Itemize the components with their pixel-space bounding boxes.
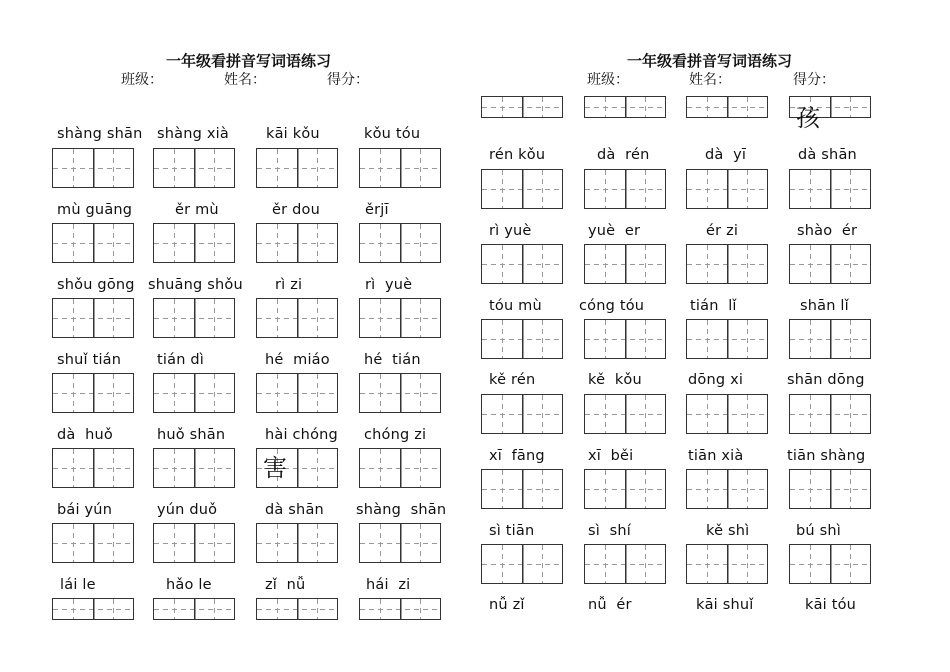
pinyin-label: rì zi	[275, 277, 303, 293]
writing-box[interactable]	[686, 394, 768, 434]
pinyin-label: sì shí	[588, 523, 631, 539]
writing-box[interactable]	[789, 394, 871, 434]
pinyin-label: dōng xi	[688, 372, 744, 388]
writing-box[interactable]	[52, 148, 134, 188]
writing-box[interactable]	[359, 523, 441, 563]
writing-box[interactable]	[256, 373, 338, 413]
pinyin-label: yún duǒ	[157, 502, 218, 518]
pinyin-label: huǒ shān	[157, 427, 226, 443]
pinyin-label: shān lǐ	[800, 298, 849, 314]
pinyin-label: kāi kǒu	[266, 126, 320, 142]
pinyin-label: dà yī	[705, 147, 747, 163]
pinyin-label: bái yún	[57, 502, 113, 518]
pinyin-label: hé miáo	[265, 352, 330, 368]
pinyin-label: hé tián	[364, 352, 421, 368]
writing-box[interactable]	[52, 298, 134, 338]
writing-box[interactable]	[686, 469, 768, 509]
writing-box[interactable]	[584, 469, 666, 509]
writing-box[interactable]	[153, 298, 235, 338]
pinyin-label: kǒu tóu	[364, 126, 421, 142]
writing-box[interactable]	[584, 96, 666, 118]
pinyin-label: dà shān	[265, 502, 324, 518]
writing-box[interactable]	[359, 223, 441, 263]
writing-box[interactable]	[686, 169, 768, 209]
writing-box[interactable]	[359, 448, 441, 488]
writing-box[interactable]	[153, 223, 235, 263]
pinyin-label: ěrjī	[365, 202, 389, 218]
writing-box[interactable]	[481, 394, 563, 434]
writing-box[interactable]	[153, 373, 235, 413]
writing-box[interactable]	[789, 244, 871, 284]
writing-box[interactable]	[584, 544, 666, 584]
writing-box[interactable]	[789, 544, 871, 584]
writing-box[interactable]	[256, 298, 338, 338]
pinyin-label: tóu mù	[489, 298, 542, 314]
writing-box[interactable]	[789, 169, 871, 209]
writing-box[interactable]	[256, 148, 338, 188]
writing-box[interactable]	[789, 96, 871, 132]
writing-box[interactable]	[686, 244, 768, 284]
writing-box[interactable]	[481, 96, 563, 118]
pinyin-label: hài chóng	[265, 427, 338, 443]
pinyin-label: xī běi	[588, 448, 634, 464]
pinyin-label: rén kǒu	[489, 147, 546, 163]
pinyin-label: sì tiān	[489, 523, 535, 539]
pinyin-label: yuè er	[588, 223, 641, 239]
left-name-label: 姓名：	[224, 72, 266, 88]
pinyin-label: shàng shān	[356, 502, 447, 518]
pinyin-label: dà shān	[798, 147, 857, 163]
pinyin-label: kāi tóu	[805, 597, 857, 613]
pinyin-label: kě shì	[706, 523, 750, 539]
pinyin-label: nǚ ér	[588, 597, 632, 613]
pinyin-label: hǎo le	[166, 577, 212, 593]
pinyin-label: zǐ nǚ	[265, 577, 306, 593]
pinyin-label: cóng tóu	[579, 298, 645, 314]
pinyin-label: xī fāng	[489, 448, 545, 464]
pinyin-label: shuǐ tián	[57, 352, 122, 368]
pinyin-label: shào ér	[797, 223, 858, 239]
writing-box[interactable]	[481, 169, 563, 209]
writing-box[interactable]	[686, 319, 768, 359]
pinyin-label: shàng shān	[57, 126, 143, 142]
pinyin-label: rì yuè	[365, 277, 413, 293]
writing-box[interactable]	[686, 96, 768, 118]
writing-box[interactable]	[52, 448, 134, 488]
writing-box[interactable]	[52, 523, 134, 563]
pinyin-label: rì yuè	[489, 223, 532, 239]
writing-box[interactable]	[584, 244, 666, 284]
writing-box[interactable]	[584, 319, 666, 359]
writing-box[interactable]	[256, 523, 338, 563]
writing-box[interactable]	[359, 298, 441, 338]
writing-box[interactable]	[789, 319, 871, 359]
pinyin-label: ér zi	[706, 223, 739, 239]
writing-box[interactable]	[256, 223, 338, 263]
writing-box[interactable]	[584, 169, 666, 209]
pinyin-label: chóng zi	[364, 427, 427, 443]
pinyin-label: bú shì	[796, 523, 841, 539]
writing-box[interactable]	[153, 448, 235, 488]
pinyin-label: ěr mù	[175, 202, 219, 218]
pinyin-label: tiān shàng	[787, 448, 866, 464]
right-class-label: 班级：	[587, 72, 629, 88]
writing-box[interactable]	[256, 598, 338, 620]
pinyin-label: tián dì	[157, 352, 205, 368]
writing-box[interactable]	[153, 523, 235, 563]
writing-box[interactable]	[359, 148, 441, 188]
writing-box[interactable]	[52, 598, 134, 620]
writing-box[interactable]	[481, 469, 563, 509]
writing-box[interactable]	[584, 394, 666, 434]
pinyin-label: tián lǐ	[690, 298, 737, 314]
handwritten-answer: 孩	[796, 104, 820, 132]
pinyin-label: kě kǒu	[588, 372, 642, 388]
writing-box[interactable]	[153, 598, 235, 620]
pinyin-label: shuāng shǒu	[148, 277, 243, 293]
pinyin-label: lái le	[60, 577, 96, 593]
pinyin-label: shàng xià	[157, 126, 229, 142]
pinyin-label: shān dōng	[787, 372, 865, 388]
handwritten-answer: 害	[263, 454, 287, 482]
writing-box[interactable]	[686, 544, 768, 584]
left-title: 一年级看拼音写词语练习	[166, 52, 332, 70]
writing-box[interactable]	[359, 598, 441, 620]
writing-box[interactable]	[52, 373, 134, 413]
writing-box[interactable]	[481, 319, 563, 359]
pinyin-label: dà huǒ	[57, 427, 113, 443]
right-score-label: 得分：	[793, 72, 835, 88]
pinyin-label: mù guāng	[57, 202, 133, 218]
left-class-label: 班级：	[121, 72, 163, 88]
writing-box[interactable]	[256, 448, 338, 488]
left-score-label: 得分：	[327, 72, 369, 88]
pinyin-label: ěr dou	[272, 202, 320, 218]
right-title: 一年级看拼音写词语练习	[627, 52, 793, 70]
pinyin-label: shǒu gōng	[57, 277, 135, 293]
writing-box[interactable]	[789, 469, 871, 509]
pinyin-label: dà rén	[597, 147, 650, 163]
writing-box[interactable]	[153, 148, 235, 188]
pinyin-label: hái zi	[366, 577, 411, 593]
writing-box[interactable]	[481, 244, 563, 284]
pinyin-label: tiān xià	[688, 448, 744, 464]
right-name-label: 姓名：	[689, 72, 731, 88]
pinyin-label: kāi shuǐ	[696, 597, 754, 613]
writing-box[interactable]	[52, 223, 134, 263]
pinyin-label: nǚ zǐ	[489, 597, 525, 613]
writing-box[interactable]	[481, 544, 563, 584]
writing-box[interactable]	[359, 373, 441, 413]
pinyin-label: kě rén	[489, 372, 536, 388]
